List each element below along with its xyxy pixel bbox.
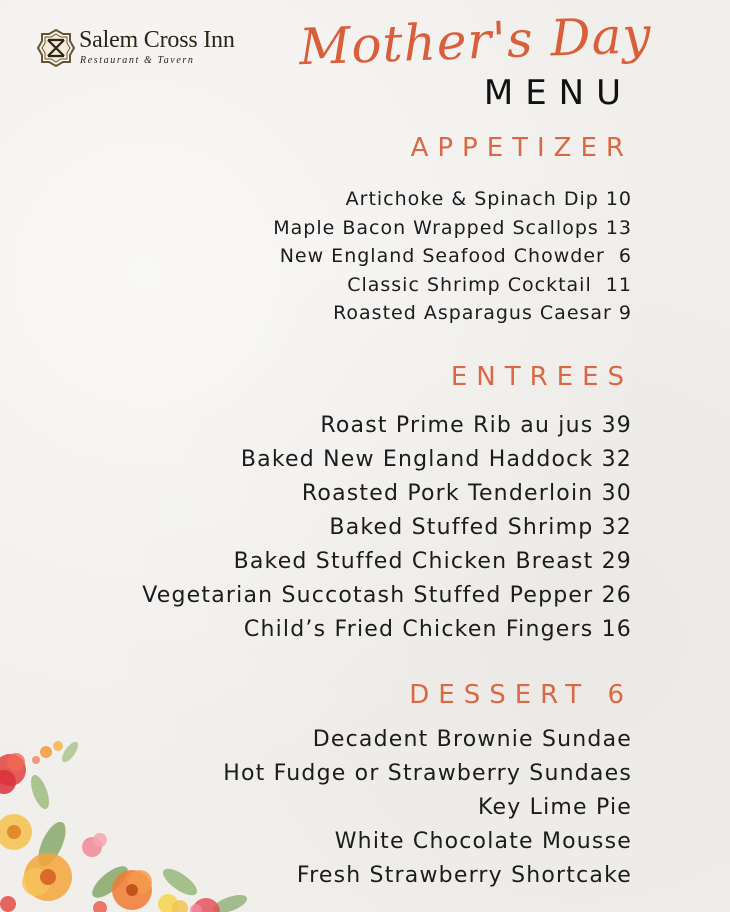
menu-item: Maple Bacon Wrapped Scallops 13: [273, 216, 632, 239]
brand-subtitle: Restaurant & Tavern: [80, 55, 195, 66]
menu-item: Decadent Brownie Sundae: [312, 727, 632, 752]
menu-item: Roast Prime Rib au jus 39: [320, 413, 632, 438]
menu-title: MENU: [483, 73, 633, 113]
menu-item: Classic Shrimp Cocktail 11: [347, 273, 632, 296]
menu-item: Vegetarian Succotash Stuffed Pepper 26: [142, 583, 632, 608]
section-heading-entrees: ENTREES: [450, 362, 633, 392]
menu-item: Child’s Fried Chicken Fingers 16: [243, 617, 632, 642]
menu-item: Hot Fudge or Strawberry Sundaes: [223, 761, 632, 786]
appetizer-list: [273, 185, 632, 328]
section-heading-appetizer: APPETIZER: [410, 133, 633, 163]
menu-item: White Chocolate Mousse: [334, 829, 632, 854]
menu-item: New England Seafood Chowder 6: [279, 245, 632, 268]
brand-name: Salem Cross Inn: [79, 27, 235, 53]
menu-item: Fresh Strawberry Shortcake: [296, 863, 632, 888]
menu-item: Artichoke & Spinach Dip 10: [345, 188, 632, 210]
menu-item: Baked Stuffed Shrimp 32: [329, 515, 632, 540]
menu-item: Roasted Asparagus Caesar 9: [333, 302, 632, 325]
menu-item: Baked New England Haddock 32: [240, 447, 632, 472]
menu-item: Roasted Pork Tenderloin 30: [301, 481, 632, 506]
menu-item: Baked Stuffed Chicken Breast 29: [233, 549, 632, 574]
logo-emblem-icon: [36, 28, 76, 68]
entrees-list: [142, 409, 632, 647]
menu-item: Key Lime Pie: [477, 795, 632, 820]
script-title: Mother's Day: [298, 6, 654, 77]
section-heading-dessert: DESSERT 6: [409, 680, 633, 710]
watercolor-flowers-icon: [0, 732, 290, 912]
